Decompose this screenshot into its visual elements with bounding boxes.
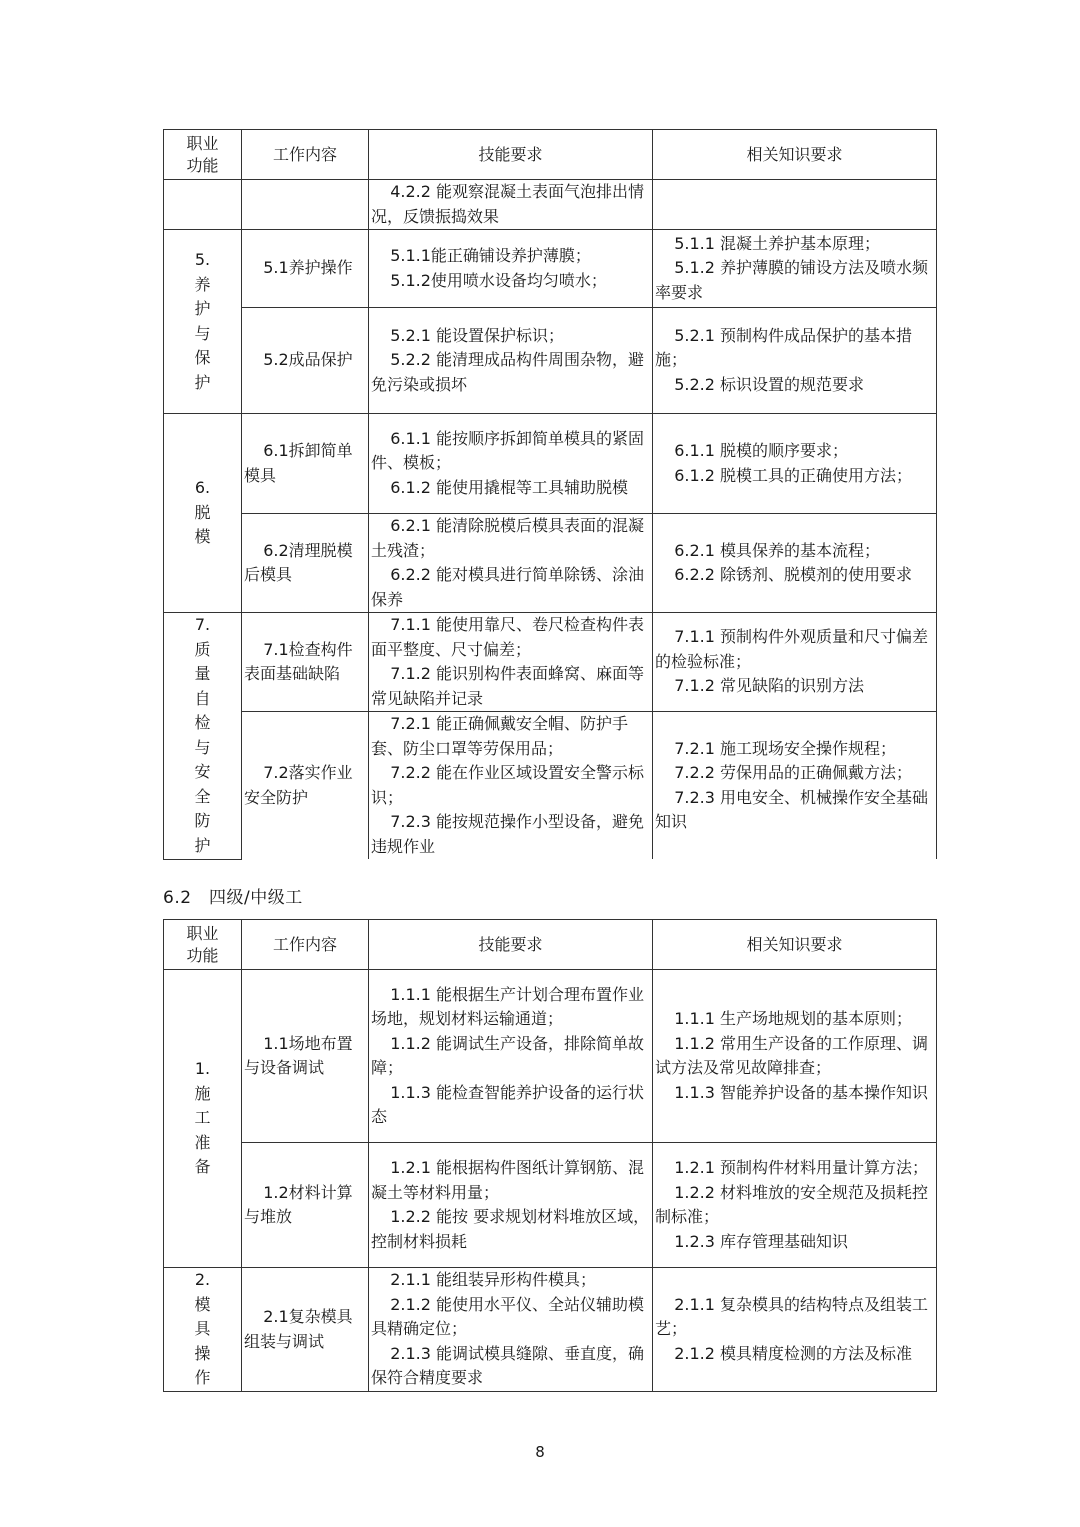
work-cell: 5.2成品保护 xyxy=(242,308,369,414)
skill-cell: 6.2.1 能清除脱模后模具表面的混凝土残渣； 6.2.2 能对模具进行简单除锈、涂油保养 xyxy=(369,514,653,613)
table-row xyxy=(164,308,937,414)
skill-cell: 2.1.1 能组装异形构件模具； 2.1.2 能使用水平仪、全站仪辅助模具精确定位； 2.1.3 能调试模具缝隙、垂直度，确保符合精度要求 xyxy=(369,1268,653,1392)
function-group-2: 2. 模 具 操 作 xyxy=(164,1268,242,1392)
function-cell-empty xyxy=(164,180,242,230)
header-skill: 技能要求 xyxy=(369,920,653,970)
work-cell: 1.2材料计算与堆放 xyxy=(242,1143,369,1268)
function-group-7: 7. 质 量 自 检 与 安 全 防 护 xyxy=(164,613,242,860)
function-group-6: 6. 脱 模 xyxy=(164,414,242,613)
knowledge-cell: 2.1.1 复杂模具的结构特点及组装工艺； 2.1.2 模具精度检测的方法及标准 xyxy=(653,1268,937,1392)
work-cell: 7.1检查构件表面基础缺陷 xyxy=(242,613,369,712)
table-row xyxy=(164,1143,937,1268)
knowledge-cell: 1.1.1 生产场地规划的基本原则； 1.1.2 常用生产设备的工作原理、调试方法及常见故障排查； 1.1.3 智能养护设备的基本操作知识 xyxy=(653,970,937,1143)
header-skill: 技能要求 xyxy=(369,130,653,180)
header-work-content: 工作内容 xyxy=(242,920,369,970)
skill-cell: 5.2.1 能设置保护标识； 5.2.2 能清理成品构件周围杂物，避免污染或损坏 xyxy=(369,308,653,414)
table-header-row xyxy=(164,130,937,180)
page-number: 8 xyxy=(535,1443,545,1461)
function-group-5: 5. 养 护 与 保 护 xyxy=(164,230,242,414)
knowledge-cell-empty xyxy=(653,180,937,230)
header-knowledge: 相关知识要求 xyxy=(653,920,937,970)
work-cell: 6.2清理脱模后模具 xyxy=(242,514,369,613)
knowledge-cell: 5.1.1 混凝土养护基本原理； 5.1.2 养护薄膜的铺设方法及喷水频率要求 xyxy=(653,230,937,308)
skill-cell: 4.2.2 能观察混凝土表面气泡排出情况，反馈振捣效果 xyxy=(369,180,653,230)
skill-cell: 1.2.1 能根据构件图纸计算钢筋、混凝土等材料用量； 1.2.2 能按 要求规划材料堆放区域，控制材料损耗 xyxy=(369,1143,653,1268)
function-group-1: 1. 施 工 准 备 xyxy=(164,970,242,1268)
header-work-content: 工作内容 xyxy=(242,130,369,180)
skill-cell: 7.2.1 能正确佩戴安全帽、防护手套、防尘口罩等劳保用品； 7.2.2 能在作业区域设置安全警示标识； 7.2.3 能按规范操作小型设备，避免违规作业 xyxy=(369,712,653,860)
header-knowledge: 相关知识要求 xyxy=(653,130,937,180)
header-function: 职业 功能 xyxy=(164,130,242,180)
work-cell: 1.1场地布置与设备调试 xyxy=(242,970,369,1143)
table-row xyxy=(164,180,937,230)
work-cell: 2.1复杂模具组装与调试 xyxy=(242,1268,369,1392)
knowledge-cell: 7.1.1 预制构件外观质量和尺寸偏差的检验标准； 7.1.2 常见缺陷的识别方法 xyxy=(653,613,937,712)
work-cell: 7.2落实作业安全防护 xyxy=(242,712,369,860)
table-header-row xyxy=(164,920,937,970)
table-row xyxy=(164,970,937,1143)
competency-table-level4 xyxy=(163,919,937,1392)
table-row xyxy=(164,1268,937,1392)
skill-cell: 1.1.1 能根据生产计划合理布置作业场地，规划材料运输通道； 1.1.2 能调试生产设备，排除简单故障； 1.1.3 能检查智能养护设备的运行状态 xyxy=(369,970,653,1143)
section-title: 6.2 四级/中级工 xyxy=(163,888,303,908)
table-row xyxy=(164,230,937,308)
knowledge-cell: 1.2.1 预制构件材料用量计算方法； 1.2.2 材料堆放的安全规范及损耗控制标准； 1.2.3 库存管理基础知识 xyxy=(653,1143,937,1268)
table-row xyxy=(164,712,937,860)
skill-cell: 6.1.1 能按顺序拆卸简单模具的紧固件、模板； 6.1.2 能使用撬棍等工具辅助脱模 xyxy=(369,414,653,514)
knowledge-cell: 6.1.1 脱模的顺序要求； 6.1.2 脱模工具的正确使用方法； xyxy=(653,414,937,514)
skill-cell: 5.1.1能正确铺设养护薄膜； 5.1.2使用喷水设备均匀喷水； xyxy=(369,230,653,308)
knowledge-cell: 6.2.1 模具保养的基本流程； 6.2.2 除锈剂、脱模剂的使用要求 xyxy=(653,514,937,613)
work-cell-empty xyxy=(242,180,369,230)
header-function: 职业 功能 xyxy=(164,920,242,970)
skill-cell: 7.1.1 能使用靠尺、卷尺检查构件表面平整度、尺寸偏差； 7.1.2 能识别构件表面蜂窝、麻面等常见缺陷并记录 xyxy=(369,613,653,712)
work-cell: 5.1养护操作 xyxy=(242,230,369,308)
work-cell: 6.1拆卸简单模具 xyxy=(242,414,369,514)
table-row xyxy=(164,414,937,514)
table-row xyxy=(164,514,937,613)
competency-table-level5 xyxy=(163,129,937,860)
knowledge-cell: 7.2.1 施工现场安全操作规程； 7.2.2 劳保用品的正确佩戴方法； 7.2.3 用电安全、机械操作安全基础知识 xyxy=(653,712,937,860)
table-row xyxy=(164,613,937,712)
knowledge-cell: 5.2.1 预制构件成品保护的基本措施； 5.2.2 标识设置的规范要求 xyxy=(653,308,937,414)
